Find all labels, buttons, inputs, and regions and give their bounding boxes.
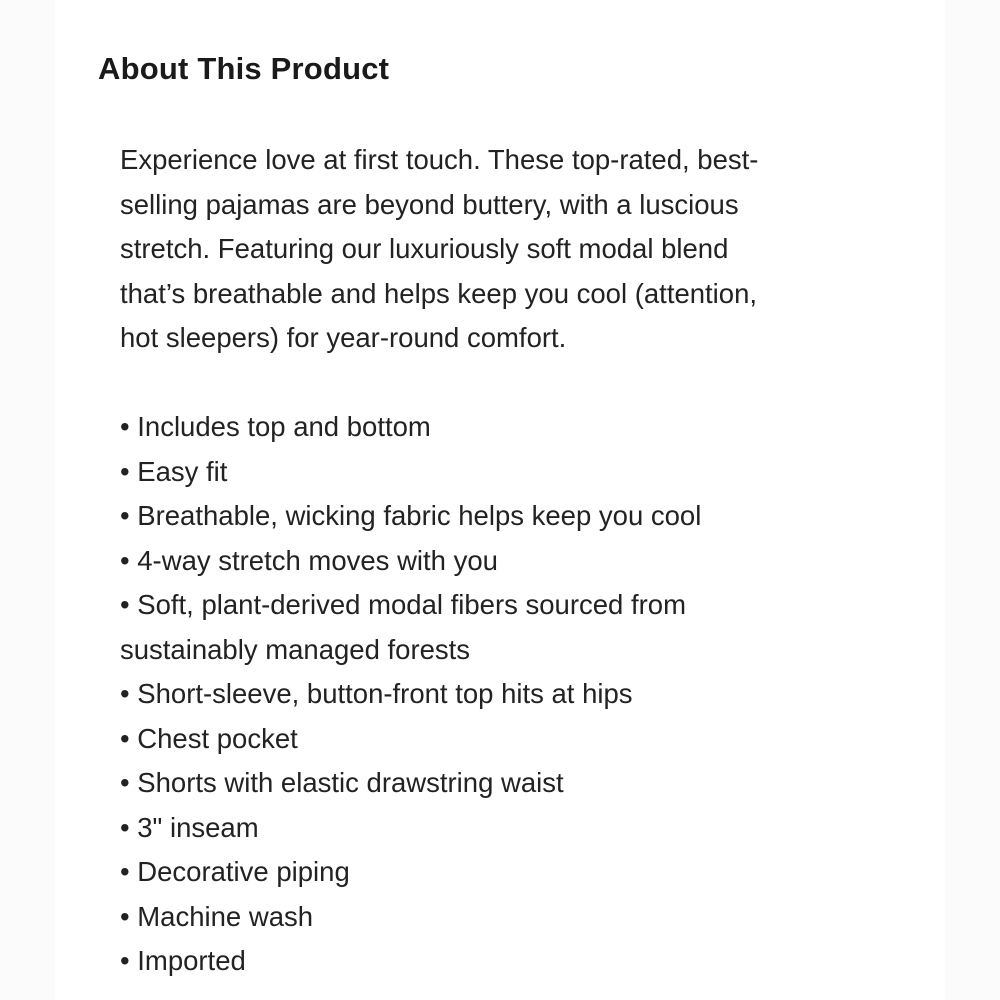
description-line: that’s breathable and helps keep you cool (attention, [120, 277, 758, 309]
feature-item: • Chest pocket [120, 722, 298, 754]
description-line: hot sleepers) for year-round comfort. [120, 322, 567, 353]
feature-list [120, 405, 860, 984]
feature-item-continuation: sustainably managed forests [120, 633, 471, 665]
product-description [120, 138, 860, 984]
paragraph-spacer [120, 361, 860, 406]
feature-item: • Soft, plant-derived modal fibers sourced from [120, 589, 686, 620]
feature-item: • Imported [120, 945, 246, 976]
feature-item: • Decorative piping [120, 856, 350, 887]
feature-item: • Easy fit [120, 455, 228, 487]
feature-item: • Shorts with elastic drawstring waist [120, 767, 564, 798]
section-title: About This Product [98, 51, 390, 86]
feature-item: • 3" inseam [120, 811, 259, 843]
description-line: selling pajamas are beyond buttery, with a luscious [120, 188, 739, 220]
feature-item: • Includes top and bottom [120, 411, 431, 442]
feature-item: • Machine wash [120, 900, 314, 932]
feature-item: • 4-way stretch moves with you [120, 544, 498, 576]
description-line: stretch. Featuring our luxuriously soft modal blend [120, 233, 729, 264]
description-line: Experience love at first touch. These top-rated, best- [120, 144, 759, 175]
feature-item: • Short-sleeve, button-front top hits at hips [120, 678, 633, 709]
feature-item: • Breathable, wicking fabric helps keep you cool [120, 500, 702, 531]
